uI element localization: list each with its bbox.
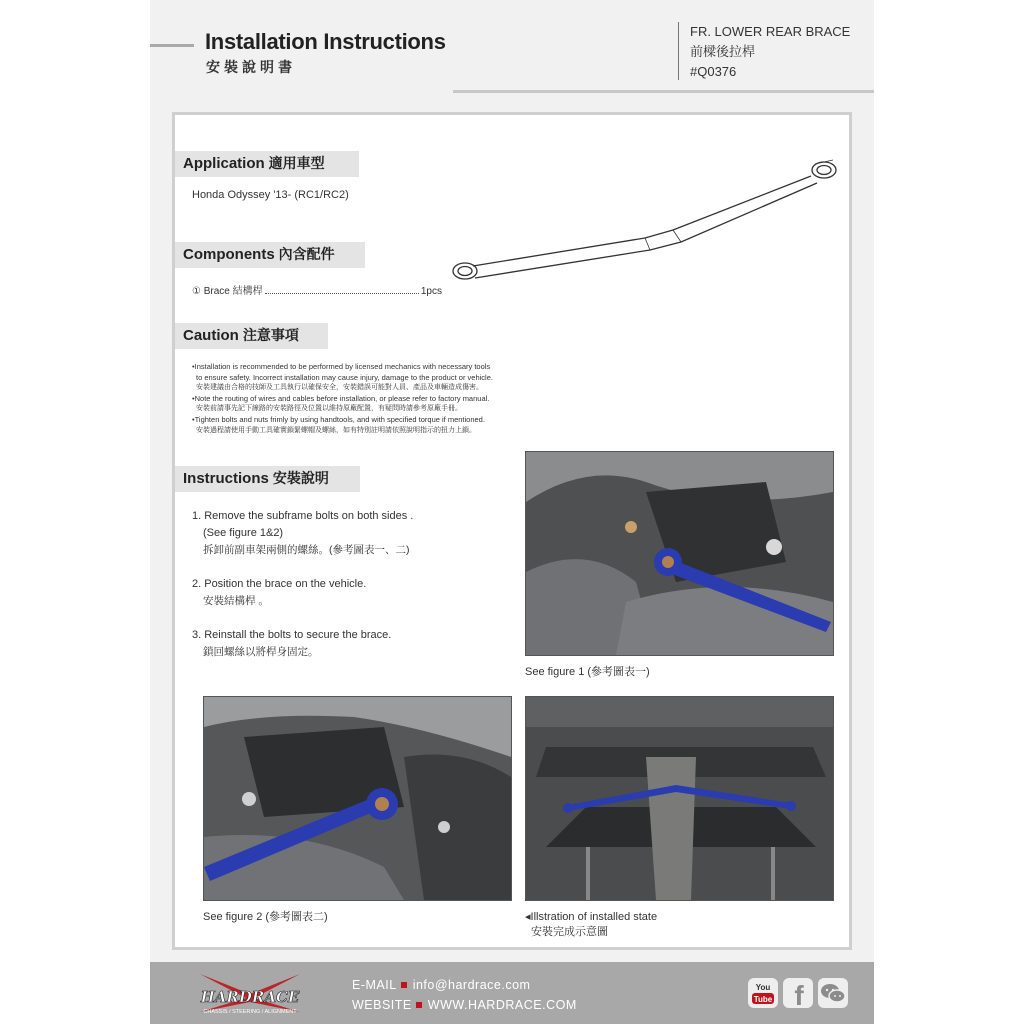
website-row	[352, 995, 577, 1015]
step-zh: 拆卸前副車架兩側的螺絲。(參考圖表一、二)	[203, 544, 410, 556]
logo-mark	[180, 968, 320, 1018]
figure-3-illustration	[526, 697, 833, 900]
header-divider	[678, 22, 679, 80]
caution-line: •Note the routing of wires and cables before installation, or please refer to factory manual.	[192, 393, 490, 403]
page-subtitle-zh: 安裝說明書	[206, 60, 296, 76]
email-link[interactable]: info@hardrace.com	[412, 978, 531, 992]
figure-3-caption	[525, 910, 657, 940]
youtube-icon[interactable]	[748, 978, 778, 1008]
part-number: #Q0376	[690, 64, 737, 79]
caution-line: 安裝建議由合格的技師及工具執行以確保安全，安裝錯誤可能對人員、產品及車輛造成傷害。	[196, 384, 483, 392]
page-title: Installation Instructions	[205, 29, 446, 54]
caution-heading-text: Caution	[183, 327, 239, 344]
instruction-steps	[192, 508, 492, 678]
figure-3-caption-zh: 安裝完成示意圖	[531, 926, 608, 938]
leader-dots	[265, 293, 419, 294]
figure-1-illustration	[526, 452, 833, 655]
application-heading-text: Application	[183, 155, 265, 172]
step-text: 3. Reinstall the bolts to secure the brace.	[192, 629, 392, 641]
contact-info	[352, 975, 577, 1015]
instruction-step-1	[192, 508, 492, 559]
figure-2-photo	[203, 696, 512, 901]
vehicle-fitment: Honda Odyssey '13- (RC1/RC2)	[192, 189, 349, 201]
figure-2-caption: See figure 2 (參考圖表二)	[203, 911, 328, 923]
figure-1-photo	[525, 451, 834, 656]
svg-text:Tube: Tube	[753, 995, 773, 1004]
components-heading-text: Components	[183, 246, 275, 263]
bullet-square-icon	[401, 982, 407, 988]
website-link[interactable]: WWW.HARDRACE.COM	[427, 998, 577, 1012]
caution-heading	[175, 323, 328, 349]
figure-1-caption: See figure 1 (參考圖表一)	[525, 666, 650, 678]
header-rule-right	[453, 90, 874, 93]
application-heading-zh: 適用車型	[268, 156, 325, 172]
product-name: FR. LOWER REAR BRACE	[690, 24, 851, 39]
wechat-icon[interactable]	[818, 978, 848, 1008]
figure-2-illustration	[204, 697, 511, 900]
instructions-heading	[175, 466, 360, 492]
step-sub: (See figure 1&2)	[203, 527, 284, 539]
step-text: 1. Remove the subframe bolts on both sides .	[192, 510, 414, 522]
figure-3-photo	[525, 696, 834, 901]
caution-heading-zh: 注意事項	[242, 328, 299, 344]
caution-line: 安裝過程請使用手動工具確實鎖緊螺帽及螺絲，如有特別註明請依照說明指示的扭力上鎖。	[196, 426, 476, 434]
instructions-heading-zh: 安裝說明	[272, 471, 329, 487]
svg-text:CHASSIS / STEERING / ALIGNMENT: CHASSIS / STEERING / ALIGNMENT	[203, 1009, 297, 1015]
brace-end-right	[812, 162, 836, 178]
step-zh: 鎖回螺絲以將桿身固定。	[203, 646, 319, 658]
svg-text:You: You	[755, 983, 771, 992]
components-heading	[175, 242, 365, 268]
caution-line: 安裝前請事先記下線路的安裝路徑及位置以維持原廠配置，有疑問時請參考原廠手冊。	[196, 405, 462, 413]
caution-text	[192, 362, 562, 436]
step-text: 2. Position the brace on the vehicle.	[192, 578, 367, 590]
brace-drawing	[445, 150, 845, 290]
application-heading	[175, 151, 359, 177]
product-info	[690, 22, 850, 82]
instruction-step-2	[192, 576, 492, 610]
caution-line: •Installation is recommended to be performed by licensed mechanics with necessary tools	[192, 362, 491, 371]
header-rule-left	[150, 44, 194, 47]
components-heading-zh: 內含配件	[278, 247, 335, 263]
website-label: WEBSITE	[352, 998, 412, 1012]
hardrace-logo	[180, 968, 320, 1018]
svg-text:HARDRACE: HARDRACE	[200, 988, 300, 1006]
component-qty: 1pcs	[420, 286, 442, 297]
instruction-step-3	[192, 627, 492, 661]
step-zh: 安裝結構桿 。	[203, 595, 269, 607]
svg-text:f: f	[794, 980, 804, 1008]
facebook-icon[interactable]	[783, 978, 813, 1008]
email-row	[352, 975, 577, 995]
figure-3-caption-en: ◂Illstration of installed state	[525, 911, 658, 923]
caution-line: •Tighten bolts and nuts frimly by using handtools, and with specified torque if mentioned.	[192, 414, 485, 424]
instructions-heading-text: Instructions	[183, 470, 269, 487]
email-label: E-MAIL	[352, 978, 397, 992]
component-label: ① Brace 結構桿	[192, 286, 263, 297]
component-item	[192, 282, 442, 297]
product-name-zh: 前樑後拉桿	[690, 44, 756, 59]
bullet-square-icon	[416, 1002, 422, 1008]
caution-line: to ensure safety. Incorrect installation may cause injury, damage to the product or vehicle.	[196, 372, 493, 382]
